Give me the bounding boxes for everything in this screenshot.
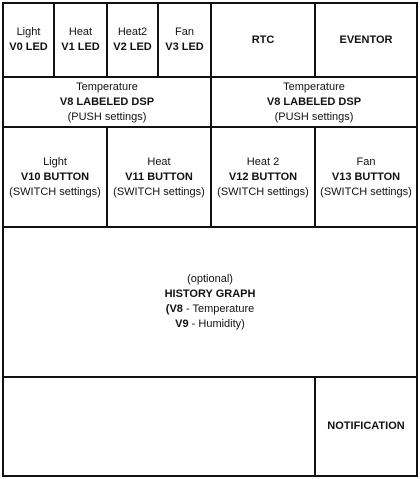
button-pin: V12 BUTTON bbox=[228, 170, 298, 183]
led-label: Heat bbox=[68, 26, 93, 38]
led-widget-light bbox=[2, 2, 55, 78]
led-pin: V3 LED bbox=[165, 41, 204, 53]
v8-pin: V8 bbox=[169, 303, 183, 315]
eventor-label: EVENTOR bbox=[339, 33, 393, 46]
display-pin: V8 LABELED DSP bbox=[59, 95, 155, 108]
led-pin: V1 LED bbox=[61, 41, 100, 53]
labeled-display-right bbox=[210, 76, 418, 128]
display-settings: (PUSH settings) bbox=[67, 110, 147, 123]
eventor-widget bbox=[314, 2, 418, 78]
display-label: Temperature bbox=[283, 80, 345, 93]
button-widget-heat2 bbox=[210, 126, 316, 228]
button-label: Light bbox=[43, 155, 67, 168]
display-pin: V8 LABELED DSP bbox=[266, 95, 362, 108]
button-pin: V11 BUTTON bbox=[125, 170, 193, 183]
led-widget-heat bbox=[53, 2, 108, 78]
button-label: Heat bbox=[147, 155, 171, 168]
rtc-label: RTC bbox=[251, 33, 275, 46]
button-label: Fan bbox=[356, 155, 376, 168]
led-widget-heat2 bbox=[106, 2, 159, 78]
graph-optional-note: (optional) bbox=[187, 273, 233, 285]
v9-text: - Humidity) bbox=[188, 318, 245, 330]
notification-widget bbox=[314, 376, 418, 477]
display-settings: (PUSH settings) bbox=[274, 110, 354, 123]
button-widget-heat bbox=[106, 126, 212, 228]
led-widget-fan bbox=[157, 2, 212, 78]
display-label: Temperature bbox=[76, 80, 138, 93]
v9-pin: V9 bbox=[175, 318, 189, 330]
button-widget-fan bbox=[314, 126, 418, 228]
button-pin: V10 BUTTON bbox=[20, 170, 90, 183]
v8-open-paren: ( bbox=[165, 303, 170, 315]
button-settings: (SWITCH settings) bbox=[217, 185, 309, 198]
led-label: Heat2 bbox=[117, 26, 148, 38]
button-settings: (SWITCH settings) bbox=[113, 185, 205, 198]
led-pin: V2 LED bbox=[113, 41, 152, 53]
empty-slot bbox=[2, 376, 316, 477]
button-settings: (SWITCH settings) bbox=[320, 185, 412, 198]
led-label: Light bbox=[16, 26, 41, 38]
rtc-widget bbox=[210, 2, 316, 78]
notification-label: NOTIFICATION bbox=[327, 420, 405, 432]
v8-text: - Temperature bbox=[182, 303, 255, 315]
button-widget-light bbox=[2, 126, 108, 228]
graph-title: HISTORY GRAPH bbox=[164, 288, 256, 300]
button-pin: V13 BUTTON bbox=[331, 170, 401, 183]
graph-series-v8 bbox=[166, 302, 254, 317]
history-graph-widget bbox=[2, 226, 418, 378]
graph-series-v9 bbox=[175, 317, 245, 332]
button-settings: (SWITCH settings) bbox=[9, 185, 101, 198]
labeled-display-left bbox=[2, 76, 212, 128]
button-label: Heat 2 bbox=[246, 155, 280, 168]
led-label: Fan bbox=[175, 26, 194, 38]
led-pin: V0 LED bbox=[9, 41, 48, 53]
